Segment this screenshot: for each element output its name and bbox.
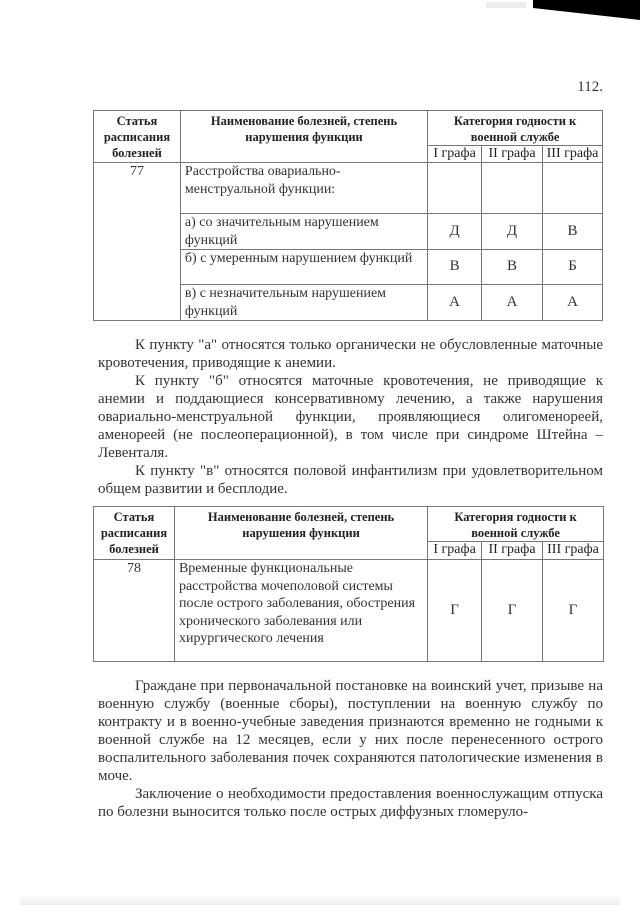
category-graph-2: Г xyxy=(482,560,543,662)
category-graph-1: А xyxy=(428,285,482,321)
category-graph-1: Д xyxy=(428,214,482,250)
article-number: 77 xyxy=(94,163,181,321)
category-graph-2: А xyxy=(482,285,543,321)
header-article: Статья расписания болезней xyxy=(94,111,181,163)
disease-name: в) с незначительным нарушением функций xyxy=(180,285,427,321)
header-graph-3: III графа xyxy=(542,542,603,560)
category-graph-3: Г xyxy=(542,560,603,662)
header-category: Категория годности к военной службе xyxy=(428,111,603,146)
table-row xyxy=(94,560,604,662)
paragraph-temporary-unfit: Граждане при первоначальной постановке на воинский учет, призыве на военную службу (военные сборы), поступлении на военную службу по контракту и в военно-учебные заведения признаются временно не годными к военной службе на 12 месяцев, если у них после перенесенного острого воспалительного заболевания почек сохраняются патологические изменения в моче. xyxy=(98,678,603,784)
scan-bottom-noise xyxy=(20,895,620,905)
paragraph-sick-leave: Заключение о необходимости предоставления военнослужащим отпуска по болезни выносится только после острых диффузных гломеруло- xyxy=(98,786,603,820)
category-graph-2 xyxy=(482,163,543,214)
category-graph-1: Г xyxy=(428,560,482,662)
disease-name: Расстройства овариально-менструальной функции: xyxy=(180,163,427,214)
header-graph-3: III графа xyxy=(543,146,603,163)
category-graph-2: В xyxy=(482,250,543,285)
header-graph-1: I графа xyxy=(428,542,482,560)
scan-dark-corner xyxy=(533,0,640,20)
header-graph-2: II графа xyxy=(482,146,543,163)
header-category: Категория годности к военной службе xyxy=(428,507,604,542)
page-number: 112. xyxy=(577,79,603,95)
header-graph-2: II графа xyxy=(482,542,543,560)
fitness-table-article-77 xyxy=(93,110,603,321)
category-graph-2: Д xyxy=(482,214,543,250)
category-graph-3: А xyxy=(543,285,603,321)
paragraph-item-v: К пункту "в" относятся половой инфантилизм при удовлетворительном общем развитии и бесплодие. xyxy=(98,463,603,497)
category-graph-3 xyxy=(543,163,603,214)
fitness-table-article-78 xyxy=(93,506,604,662)
disease-name: а) со значительным нарушением функций xyxy=(180,214,427,250)
header-article: Статья расписания болезней xyxy=(94,507,175,560)
scan-smudge xyxy=(486,2,526,8)
category-graph-1 xyxy=(428,163,482,214)
header-disease-name: Наименование болезней, степень нарушения функции xyxy=(180,111,427,163)
paragraph-item-a: К пункту "а" относятся только органически не обусловленные маточные кровотечения, приводящие к анемии. xyxy=(98,337,603,371)
article-number: 78 xyxy=(94,560,175,662)
table-row xyxy=(94,163,603,214)
table-header-row xyxy=(94,507,604,542)
disease-name: б) с умеренным нарушением функций xyxy=(180,250,427,285)
category-graph-3: Б xyxy=(543,250,603,285)
category-graph-1: В xyxy=(428,250,482,285)
paragraph-item-b: К пункту "б" относятся маточные кровотечения, не приводящие к анемии и поддающиеся консервативному лечению, а также нарушения овариально-менструальной функции, проявляющиеся олигоменореей, аменореей (не послеоперационной), в том числе при синдроме Штейна – Левенталя. xyxy=(98,373,603,461)
header-graph-1: I графа xyxy=(428,146,482,163)
category-graph-3: В xyxy=(543,214,603,250)
table-header-row xyxy=(94,111,603,146)
disease-name: Временные функциональные расстройства мочеполовой системы после острого заболевания, обострения хронического заболевания или хирургического лечения xyxy=(174,560,427,662)
header-disease-name: Наименование болезней, степень нарушения функции xyxy=(174,507,427,560)
